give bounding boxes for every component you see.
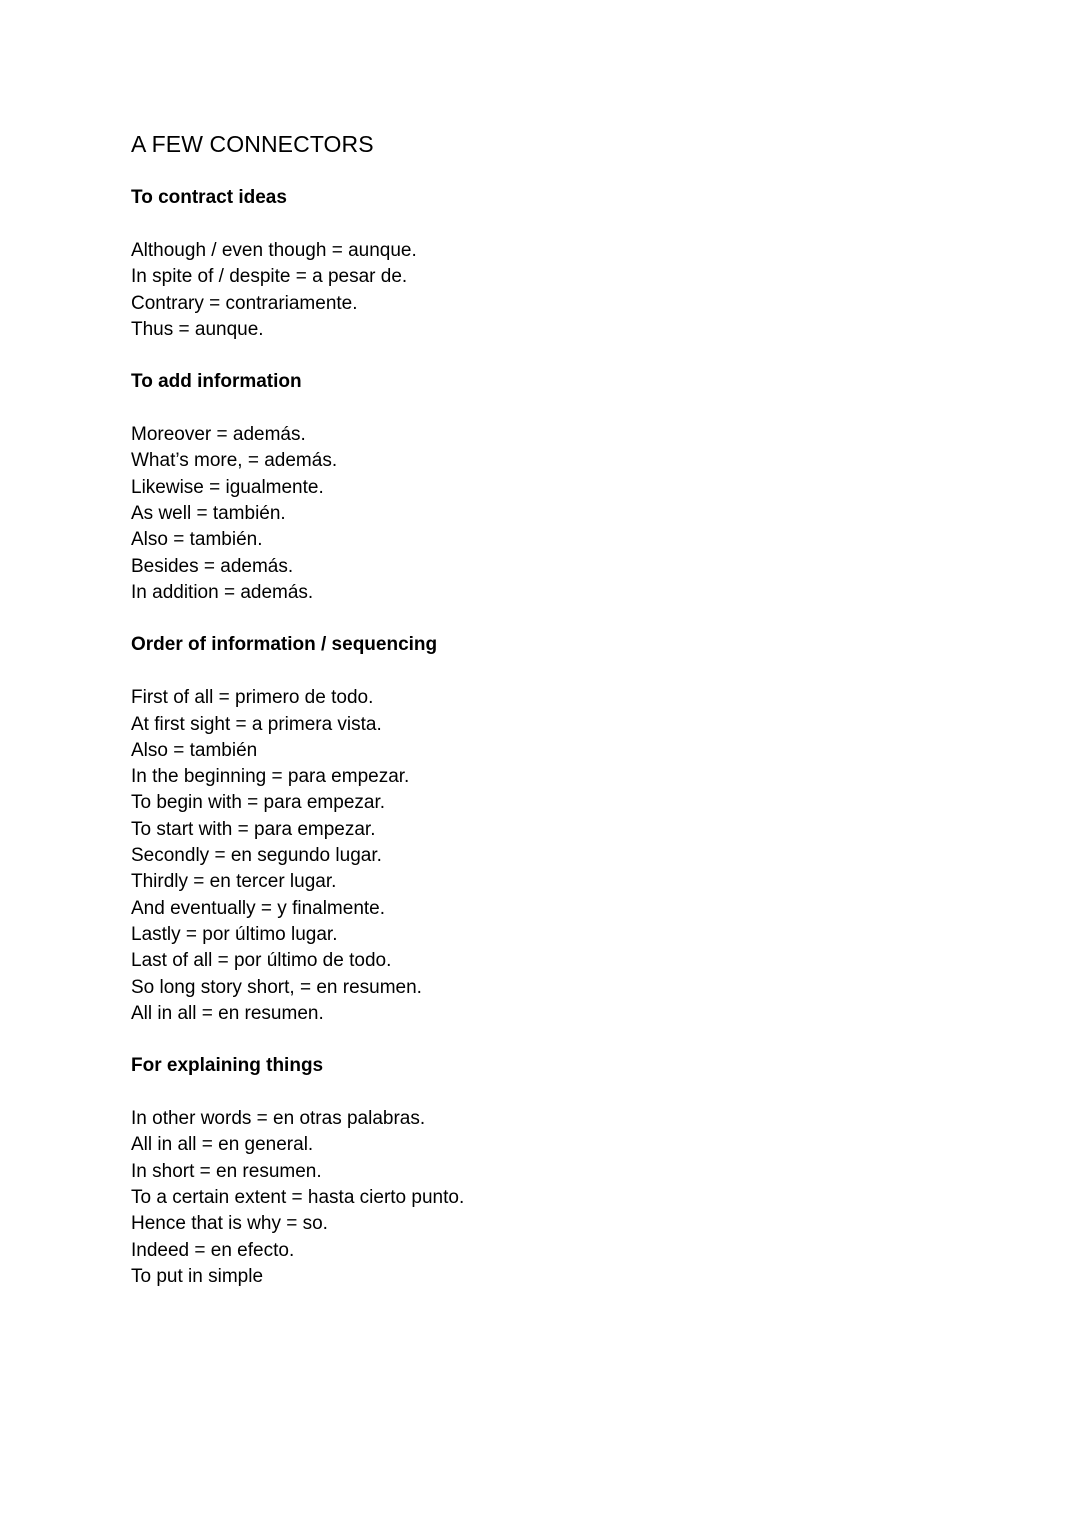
connector-line: Contrary = contrariamente.	[131, 292, 358, 314]
connector-line: Likewise = igualmente.	[131, 476, 324, 498]
section-heading: To add information	[131, 371, 302, 393]
section-add-information	[131, 369, 991, 606]
connector-line: Also = también.	[131, 529, 263, 551]
connector-line: To put in simple	[131, 1265, 264, 1287]
connector-line: As well = también.	[131, 503, 286, 525]
connector-line: In short = en resumen.	[131, 1160, 322, 1182]
connector-line: Although / even though = aunque.	[131, 240, 417, 261]
document-content	[131, 129, 991, 1316]
connector-line: In addition = además.	[131, 581, 314, 603]
connector-list	[131, 1106, 991, 1290]
connector-line: To start with = para empezar.	[131, 818, 376, 840]
connector-line: First of all = primero de todo.	[131, 687, 374, 709]
section-heading: Order of information / sequencing	[131, 634, 438, 656]
connector-list	[131, 422, 991, 606]
connector-line: All in all = en general.	[131, 1134, 314, 1156]
connector-line: To begin with = para empezar.	[131, 792, 386, 814]
connector-line: Thirdly = en tercer lugar.	[131, 871, 337, 893]
section-heading: To contract ideas	[131, 187, 287, 208]
connector-line: All in all = en resumen.	[131, 1002, 324, 1024]
connector-line: Last of all = por último de todo.	[131, 950, 392, 972]
connector-line: Lastly = por último lugar.	[131, 923, 338, 945]
connector-line: In the beginning = para empezar.	[131, 766, 410, 788]
connector-line: Secondly = en segundo lugar.	[131, 845, 382, 867]
connector-line: Besides = además.	[131, 555, 294, 577]
section-sequencing	[131, 632, 991, 1027]
section-explaining-things	[131, 1053, 991, 1290]
connector-line: So long story short, = en resumen.	[131, 976, 422, 998]
connector-line: To a certain extent = hasta cierto punto.	[131, 1187, 465, 1209]
connector-list	[131, 685, 991, 1027]
page-title: A FEW CONNECTORS	[131, 131, 374, 157]
section-contrast-ideas	[131, 185, 991, 343]
connector-list	[131, 238, 991, 343]
connector-line: Moreover = además.	[131, 424, 306, 446]
connector-line: Hence that is why = so.	[131, 1213, 328, 1235]
connector-line: Also = también	[131, 739, 258, 761]
section-heading: For explaining things	[131, 1055, 324, 1077]
connector-line: At first sight = a primera vista.	[131, 713, 382, 735]
connector-line: In spite of / despite = a pesar de.	[131, 266, 408, 288]
connector-line: And eventually = y finalmente.	[131, 897, 386, 919]
connector-line: Indeed = en efecto.	[131, 1239, 295, 1261]
connector-line: Thus = aunque.	[131, 318, 264, 340]
connector-line: What’s more, = además.	[131, 450, 338, 472]
connector-line: In other words = en otras palabras.	[131, 1108, 426, 1130]
